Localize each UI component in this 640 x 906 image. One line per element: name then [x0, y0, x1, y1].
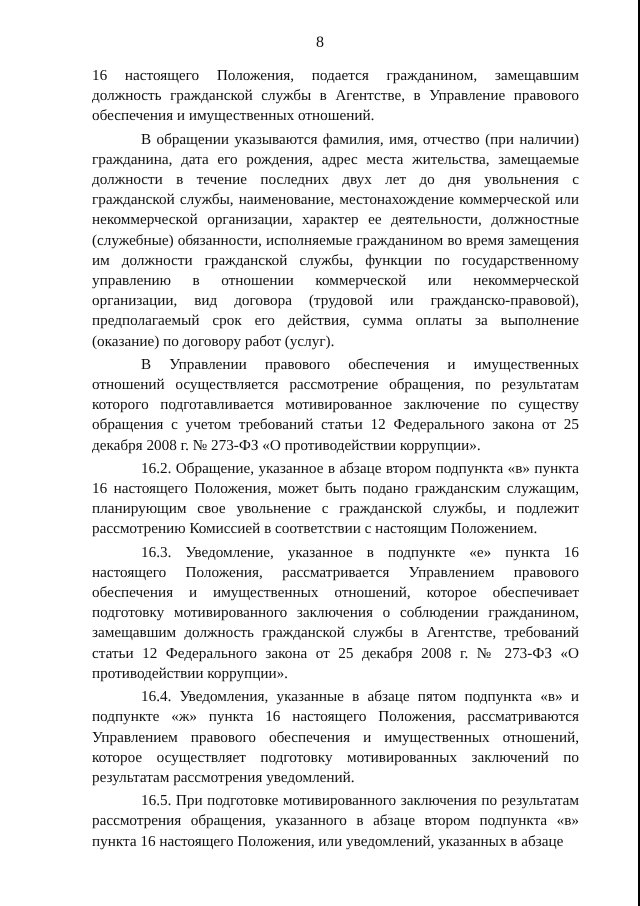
paragraph-continuation: 16 настоящего Положения, подается гражданином, замещавшим должность гражданской службы в Агентстве, в Управление правового обеспечения и имущественных отношений. — [92, 67, 579, 125]
paragraph-16-2: 16.2. Обращение, указанное в абзаце втором подпункта «в» пункта 16 настоящего Положения, может быть подано гражданским служащим, планирующим свое увольнение с гражданской службы, и подлежит рассмотрению Комиссией в соответствии с настоящим Положением. — [92, 459, 579, 538]
document-body — [92, 66, 579, 852]
paragraph-16-4: 16.4. Уведомления, указанные в абзаце пятом подпункта «в» и подпункте «ж» пункта 16 настоящего Положения, рассматриваются Управлением правового обеспечения и имущественных отношений, которое осуществляет подготовку мотивированных заключений по результатам рассмотрения уведомлений. — [92, 688, 579, 786]
page-number: 8 — [316, 34, 324, 51]
paragraph-appeal-contents: В обращении указываются фамилия, имя, отчество (при наличии) гражданина, дата его рождения, адрес места жительства, замещаемые должности в течение последних двух лет до дня увольнения с гражданской службы, наименование, местонахождение коммерческой или некоммерческой организации, характер ее деятельности, должностные (служебные) обязанности, исполняемые гражданином во время замещения им должности гражданской службы, функции по государственному управлению в отношении коммерческой или некоммерческой организации, вид договора (трудовой или гражданско-правовой), предполагаемый срок его действия, сумма оплаты за выполнение (оказание) по договору работ (услуг). — [92, 130, 579, 350]
paragraph-appeal-review: В Управлении правового обеспечения и имущественных отношений осуществляется рассмотрение обращения, по результатам которого подготавливается мотивированное заключение по существу обращения с учетом требований статьи 12 Федерального закона от 25 декабря 2008 г. № 273-ФЗ «О противодействии коррупции». — [92, 355, 579, 454]
paragraph-16-3: 16.3. Уведомление, указанное в подпункте «е» пункта 16 настоящего Положения, рассматривается Управлением правового обеспечения и имущественных отношений, которое обеспечивает подготовку мотивированного заключения о соблюдении гражданином, замещавшим должность гражданской службы в Агентстве, требований статьи 12 Федерального закона от 25 декабря 2008 г. № 273-ФЗ «О противодействии коррупции». — [92, 543, 579, 682]
paragraph-16-5: 16.5. При подготовке мотивированного заключения по результатам рассмотрения обращения, указанного в абзаце втором подпункта «в» пункта 16 настоящего Положения, или уведомлений, указанных в абзаце — [92, 792, 579, 850]
